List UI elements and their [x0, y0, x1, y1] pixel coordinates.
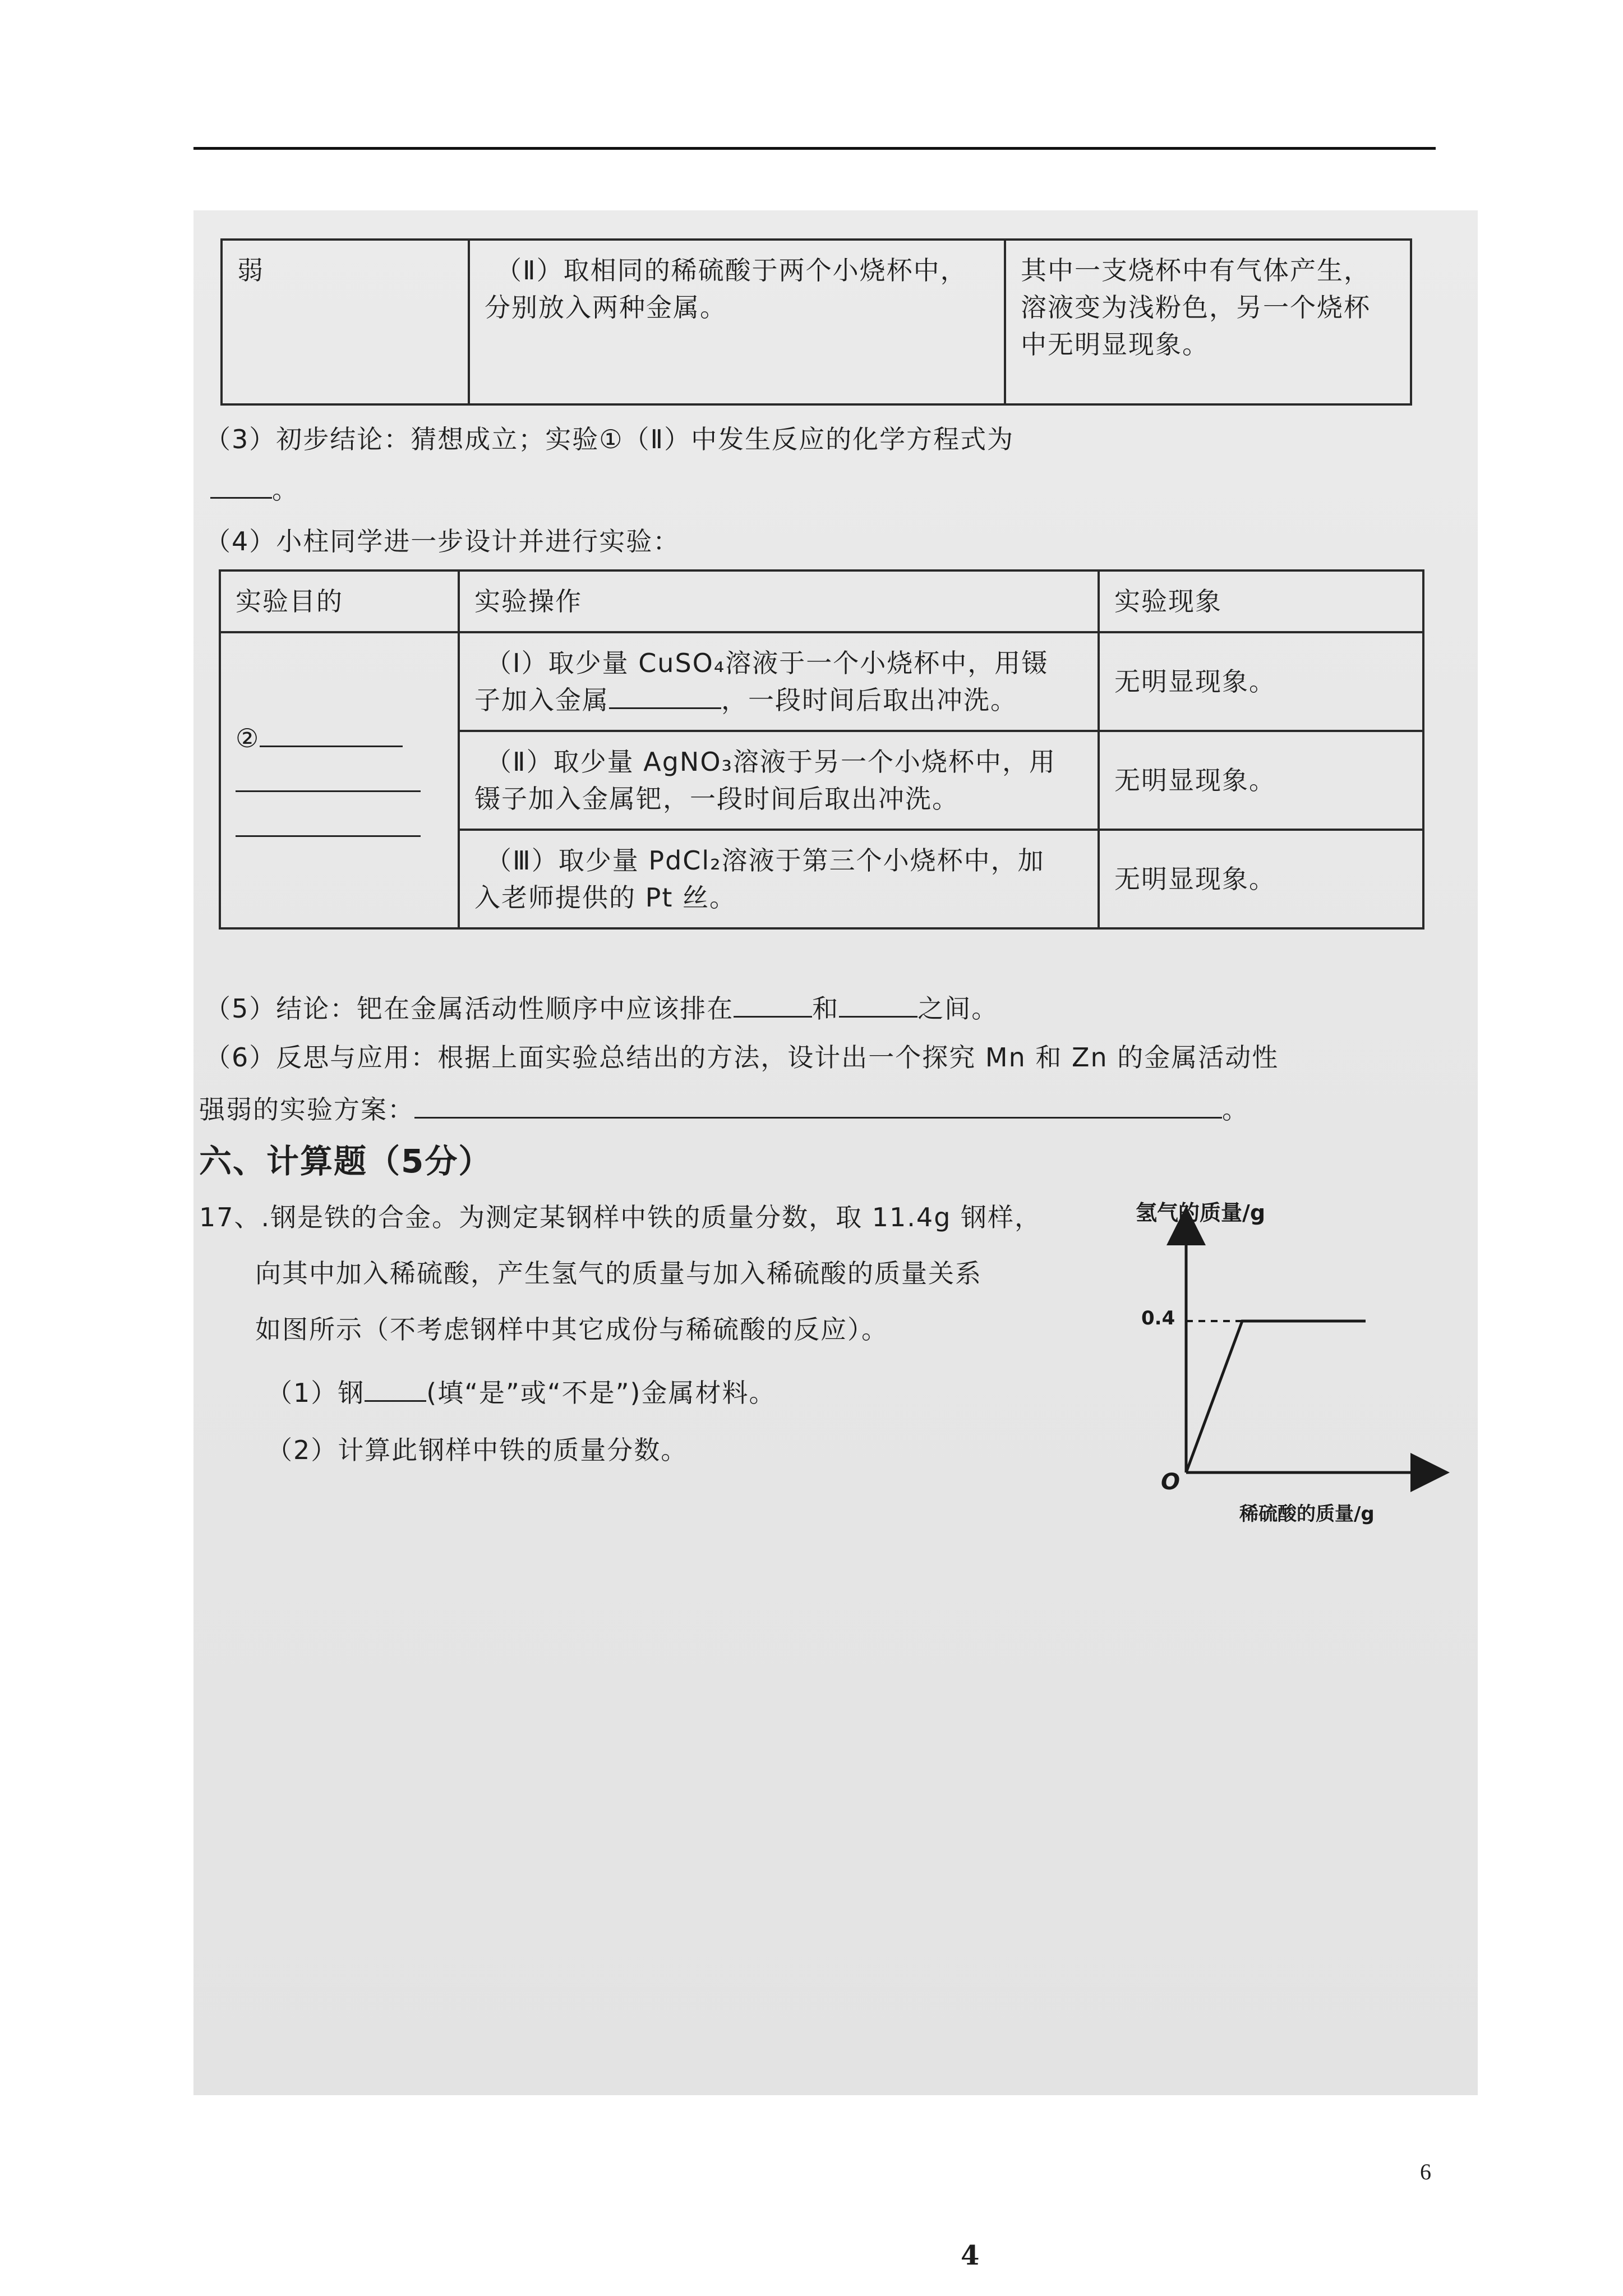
phenomenon-cell-2: 无明显现象。 [1099, 731, 1423, 830]
header-purpose: 实验目的 [220, 570, 459, 632]
operation-cell-1: （Ⅰ）取少量 CuSO₄溶液于一个小烧杯中，用镊 子加入金属 ，一段时间后取出冲洗。 [459, 632, 1099, 731]
question-4-intro: （4）小柱同学进一步设计并进行实验： [205, 526, 680, 556]
table-row [220, 570, 1423, 632]
answer-blank[interactable] [839, 990, 917, 1018]
question-17-sub2: （2）计算此钢样中铁的质量分数。 [266, 1435, 688, 1465]
question-6-line2: 强弱的实验方案： 。 [199, 1091, 1249, 1126]
answer-blank[interactable] [365, 1374, 426, 1402]
header-phenomenon: 实验现象 [1099, 570, 1423, 632]
experiment-table-1 [220, 238, 1412, 406]
experiment-table-2 [219, 569, 1424, 930]
table-cell-operation: （Ⅱ）取相同的稀硫酸于两个小烧杯中， 分别放入两种金属。 [469, 240, 1005, 404]
chart-marks [1186, 1321, 1366, 1473]
y-axis-label: 氢气的质量/g [1136, 1200, 1266, 1225]
question-17-line1: 17、.钢是铁的合金。为测定某钢样中铁的质量分数，取 11.4g 钢样， [199, 1202, 1042, 1232]
operation-cell-3: （Ⅲ）取少量 PdCl₂溶液于第三个小烧杯中，加 入老师提供的 Pt 丝。 [459, 830, 1099, 928]
header-rule [193, 147, 1436, 150]
table-row [220, 632, 1423, 731]
answer-blank[interactable] [609, 682, 721, 709]
phenomenon-cell-1: 无明显现象。 [1099, 632, 1423, 731]
question-17-sub1: （1）钢 (填“是”或“不是”)金属材料。 [266, 1374, 776, 1410]
question-3: （3）初步结论：猜想成立；实验①（Ⅱ）中发生反应的化学方程式为 [205, 424, 1015, 454]
answer-blank[interactable] [260, 720, 403, 747]
operation-cell-2: （Ⅱ）取少量 AgNO₃溶液于另一个小烧杯中，用 镊子加入金属钯，一段时间后取出冲洗。 [459, 731, 1099, 830]
question-3-answer-line: 。 [210, 471, 299, 507]
answer-blank[interactable] [236, 809, 421, 837]
phenomenon-cell-3: 无明显现象。 [1099, 830, 1423, 928]
section-heading: 六、计算题（5分） [199, 1142, 492, 1180]
table-cell-purpose: 弱 [222, 240, 469, 404]
answer-blank[interactable] [414, 1091, 1222, 1119]
question-17-line2: 向其中加入稀硫酸，产生氢气的质量与加入稀硫酸的质量关系 [255, 1258, 982, 1289]
answer-blank[interactable] [236, 765, 421, 792]
purpose-cell: ② [220, 632, 459, 928]
series-line [1186, 1321, 1366, 1473]
hydrogen-mass-chart [1102, 1200, 1438, 1525]
answer-blank[interactable] [210, 471, 272, 499]
header-operation: 实验操作 [459, 570, 1099, 632]
answer-blank[interactable] [734, 990, 812, 1018]
table-row [222, 240, 1411, 404]
sheet-number: 4 [961, 2240, 980, 2271]
origin-label: O [1161, 1469, 1181, 1495]
y-tick-label: 0.4 [1141, 1307, 1175, 1329]
x-axis-label: 稀硫酸的质量/g [1239, 1503, 1375, 1525]
page-number: 6 [1420, 2159, 1431, 2184]
table-cell-phenomenon: 其中一支烧杯中有气体产生， 溶液变为浅粉色，另一个烧杯 中无明显现象。 [1005, 240, 1411, 404]
question-6: （6）反思与应用：根据上面实验总结出的方法，设计出一个探究 Mn 和 Zn 的金属活动性 [205, 1042, 1279, 1073]
scanned-exam-page [193, 210, 1478, 2271]
question-17-line3: 如图所示（不考虑钢样中其它成份与稀硫酸的反应）。 [255, 1314, 888, 1345]
question-5: （5）结论：钯在金属活动性顺序中应该排在 和 之间。 [205, 990, 998, 1025]
